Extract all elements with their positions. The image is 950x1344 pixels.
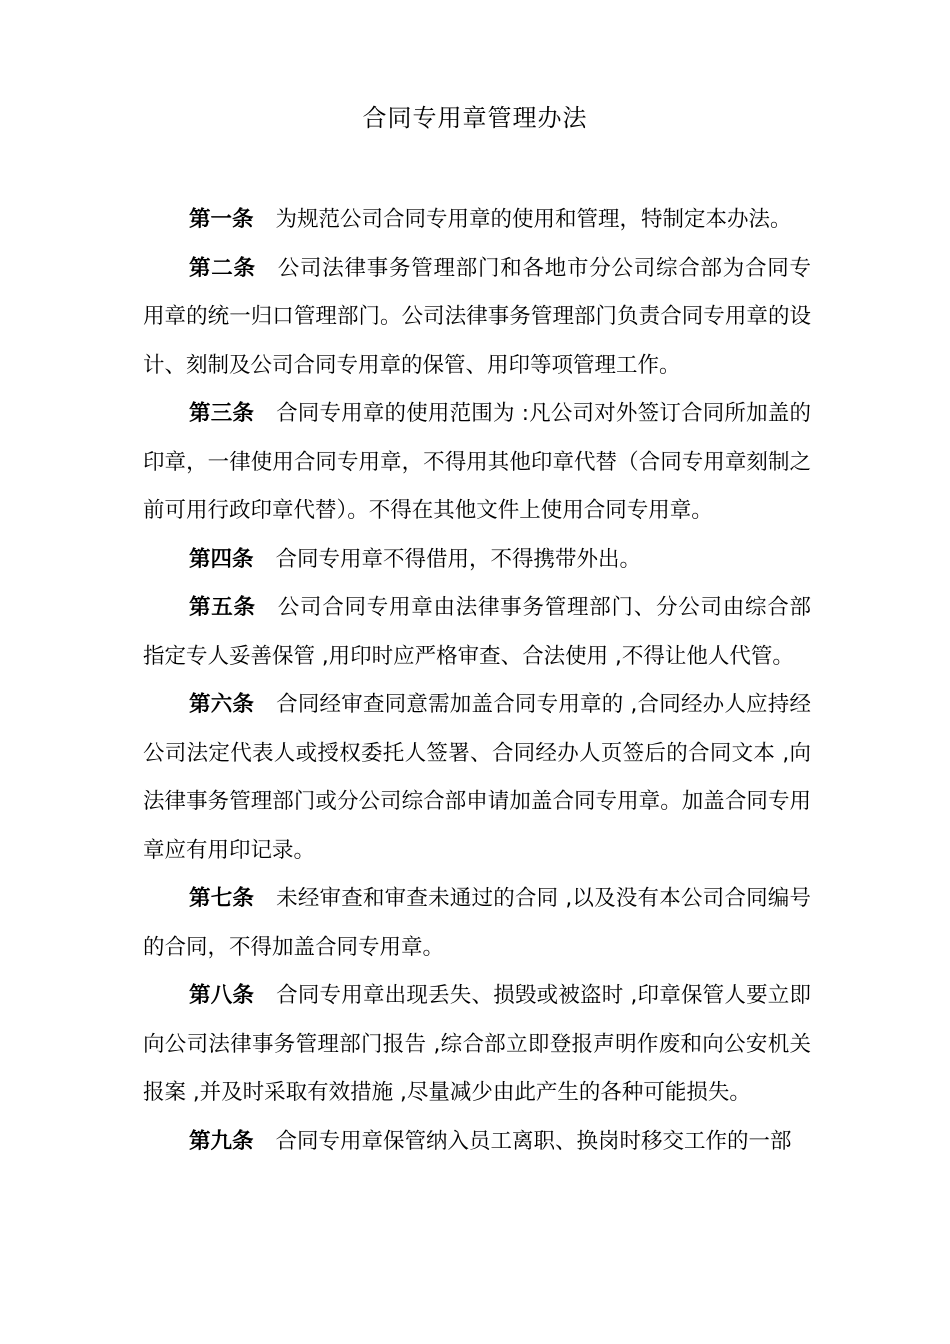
article-9: [143, 1118, 811, 1167]
article-text: 合同专用章出现丢失、损毁或被盗时 ,印章保管人要立即向公司法律事务管理部门报告 ,综合部立即登报声明作废和向公安机关报案 ,并及时采取有效措施 ,尽量减少由此产生的各种可能损失。: [143, 983, 811, 1105]
article-text: 合同经审查同意需加盖合同专用章的 ,合同经办人应持经公司法定代表人或授权委托人签署、合同经办人页签后的合同文本 ,向法律事务管理部门或分公司综合部申请加盖合同专用章。加盖合同专用章应有用印记录。: [143, 692, 811, 863]
article-8: [143, 972, 811, 1118]
article-number: 第七条: [189, 886, 255, 911]
article-number: 第九条: [189, 1128, 254, 1154]
article-text: 公司法律事务管理部门和各地市分公司综合部为合同专用章的统一归口管理部门。公司法律事务管理部门负责合同专用章的设计、刻制及公司合同专用章的保管、用印等项管理工作。: [143, 255, 811, 378]
article-2: [143, 245, 811, 391]
article-number: 第六条: [189, 692, 255, 717]
article-6: [143, 681, 811, 875]
article-text: 合同专用章保管纳入员工离职、换岗时移交工作的一部: [275, 1128, 792, 1154]
article-4: [143, 536, 811, 585]
article-text: 合同专用章的使用范围为 :凡公司对外签订合同所加盖的印章，一律使用合同专用章，不得用其他印章代替（合同专用章刻制之前可用行政印章代替）。不得在其他文件上使用合同专用章。: [143, 401, 811, 523]
article-text: 未经审查和审查未通过的合同 ,以及没有本公司合同编号的合同，不得加盖合同专用章。: [143, 886, 811, 960]
article-number: 第一条: [189, 207, 254, 232]
article-1: [143, 196, 811, 245]
article-number: 第三条: [189, 401, 255, 426]
article-5: [143, 584, 811, 681]
article-text: 合同专用章不得借用，不得携带外出。: [275, 546, 642, 572]
article-number: 第二条: [189, 255, 256, 281]
article-7: [143, 875, 811, 972]
document-title: 合同专用章管理办法: [362, 104, 588, 132]
document-body: [143, 196, 811, 1166]
article-3: [143, 390, 811, 536]
article-number: 第四条: [189, 546, 254, 572]
article-number: 第八条: [189, 983, 255, 1008]
article-text: 为规范公司合同专用章的使用和管理，特制定本办法。: [275, 207, 792, 232]
article-number: 第五条: [189, 595, 256, 620]
article-text: 公司合同专用章由法律事务管理部门、分公司由综合部指定专人妥善保管 ,用印时应严格审查、合法使用 ,不得让他人代管。: [143, 595, 811, 669]
